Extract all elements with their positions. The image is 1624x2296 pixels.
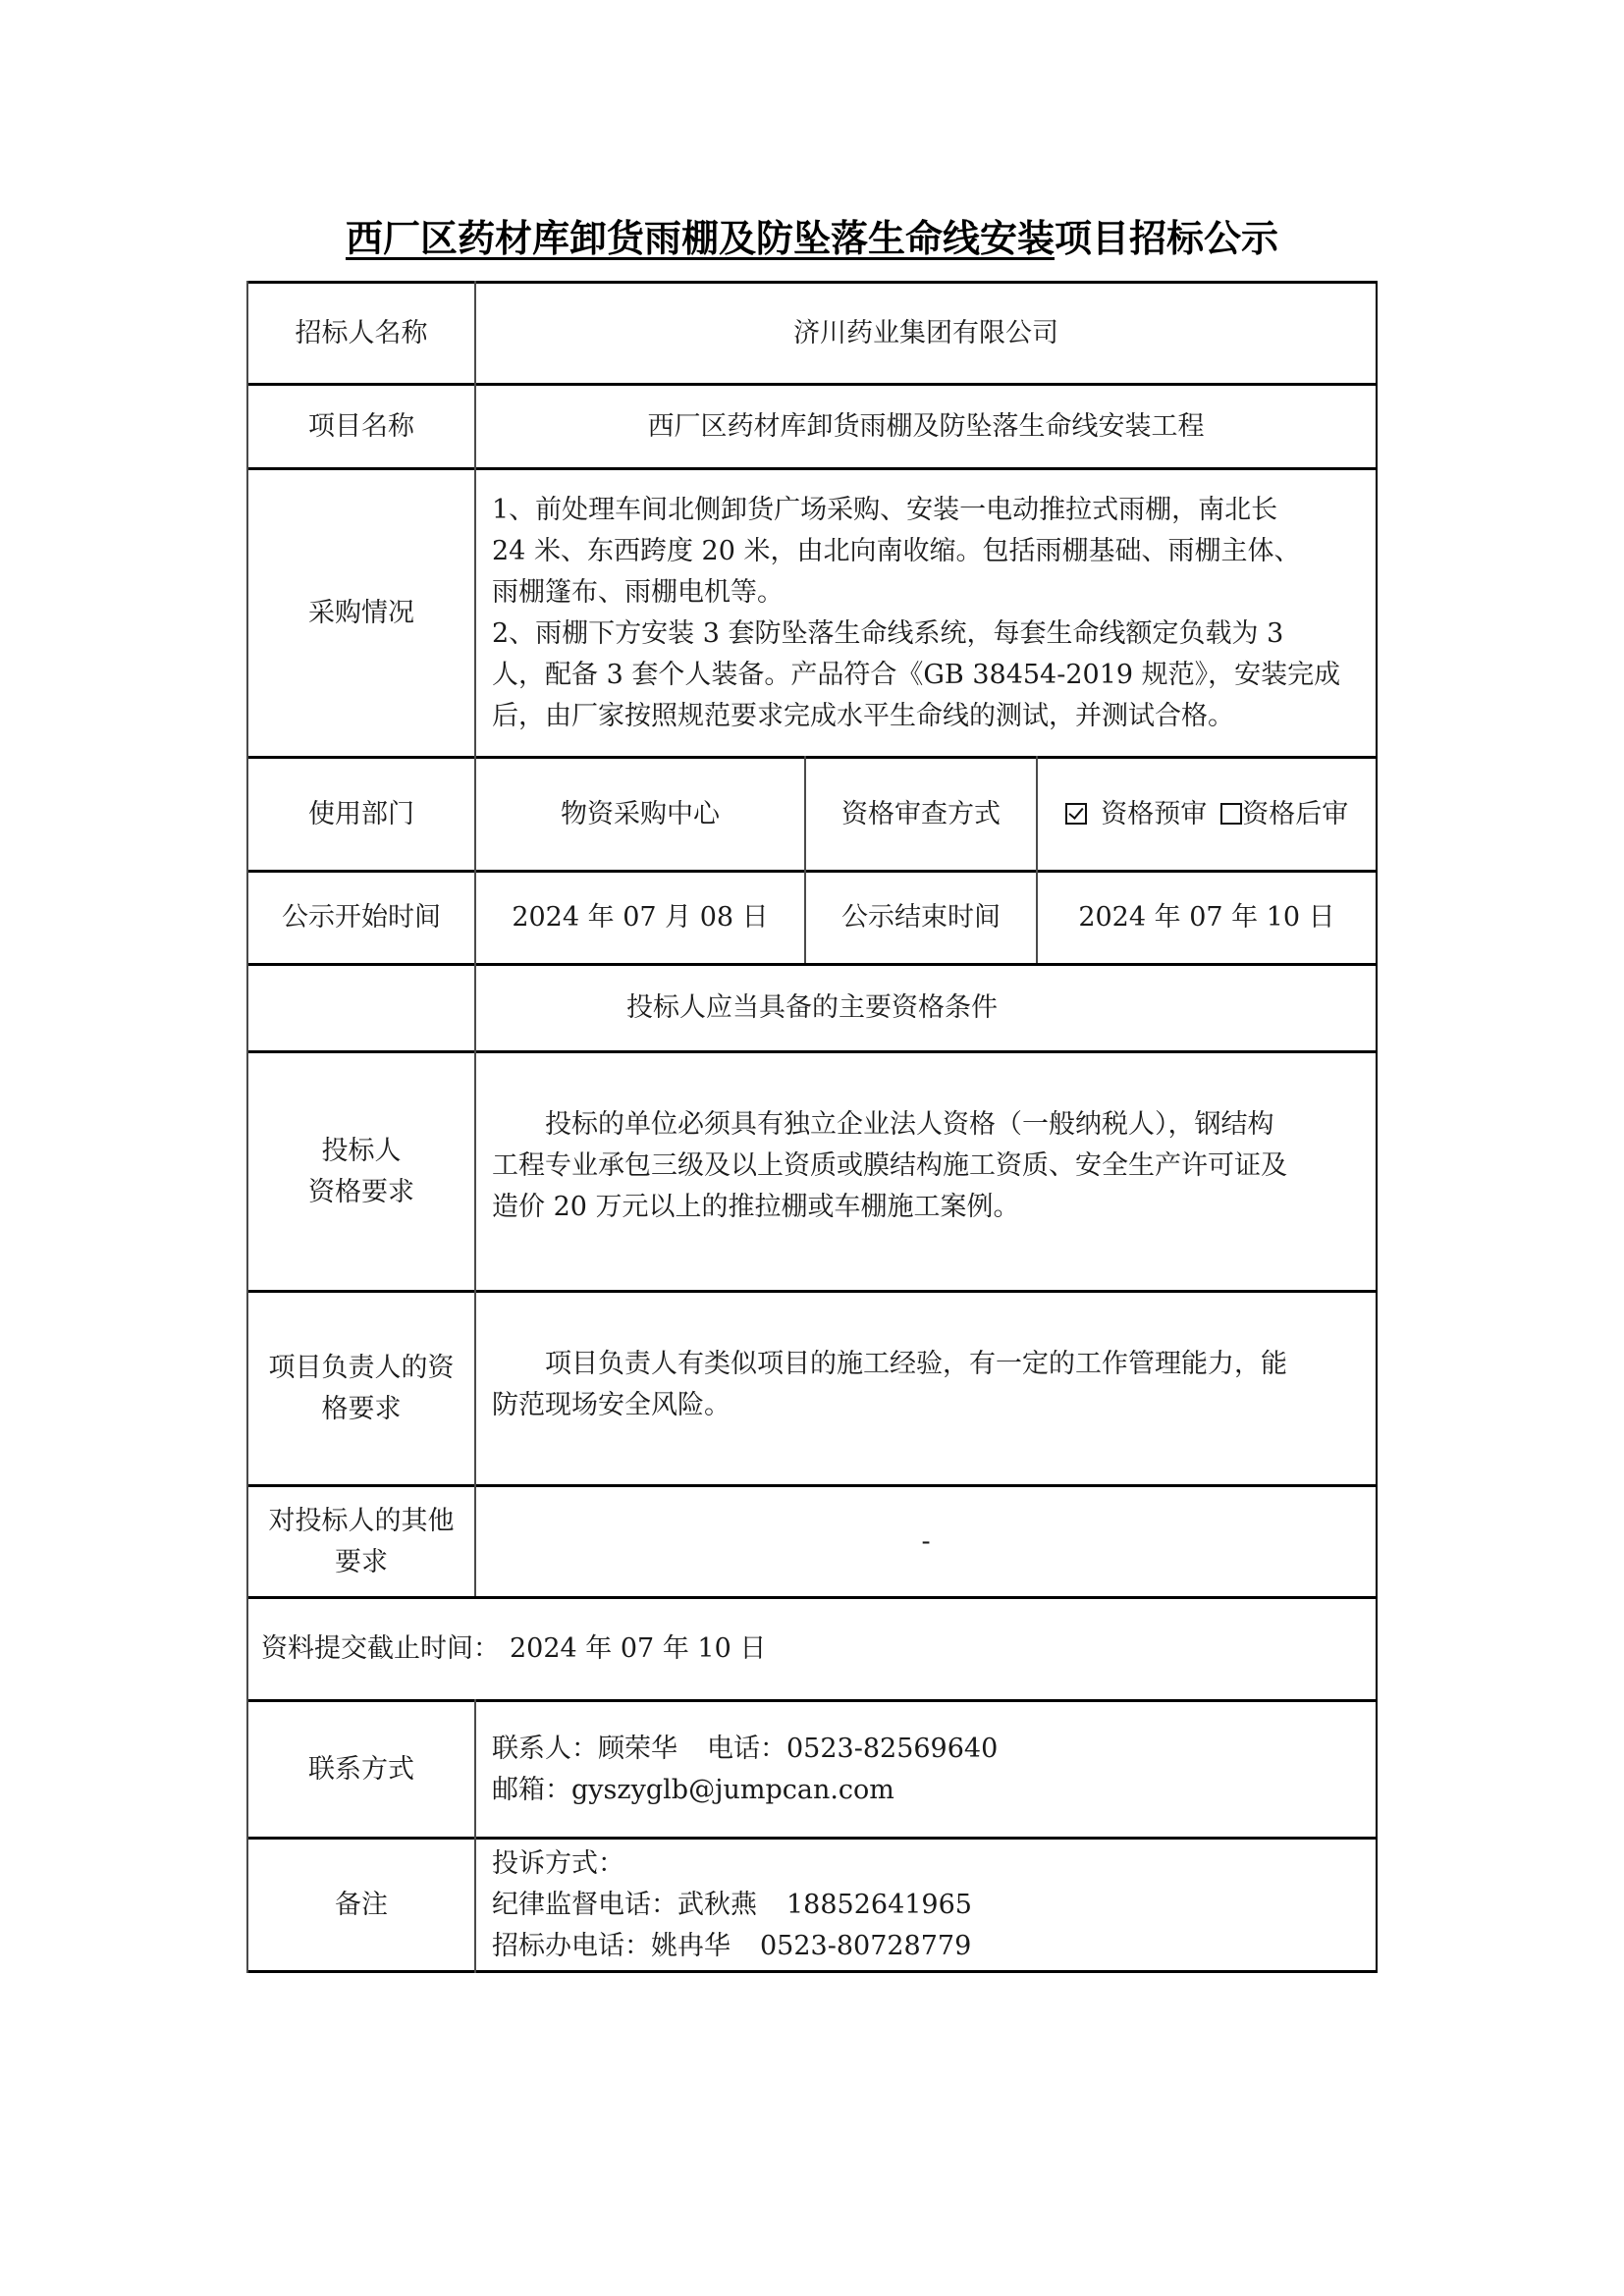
label-line: 格要求: [321, 1393, 402, 1424]
tenderer-value: 济川药业集团有限公司: [793, 317, 1058, 348]
office-phone: 0523-80728779: [760, 1930, 972, 1961]
checkbox-checked-icon[interactable]: [1065, 803, 1087, 825]
contact-person: 顾荣华: [598, 1733, 677, 1764]
title-rest: 项目招标公示: [1055, 217, 1279, 260]
procurement-line: 后，由厂家按照规范要求完成水平生命线的测试，并测试合格。: [492, 700, 1234, 731]
remarks-text: [492, 1843, 1362, 1967]
start-date-value: 2024 年 07 月 08 日: [512, 902, 769, 933]
project-label: 项目名称: [308, 410, 414, 442]
contact-phone: 0523-82569640: [786, 1733, 999, 1764]
bidder-qual-value: [476, 1053, 1376, 1290]
other-req-label: [248, 1487, 474, 1596]
contact-text: [492, 1729, 1362, 1811]
contact-person-line: [492, 1729, 1362, 1770]
office-label: 招标办电话：: [492, 1930, 651, 1961]
qual-line: 投标的单位必须具有独立企业法人资格（一般纳税人），钢结构: [545, 1109, 1274, 1140]
label-line: 对投标人的其他: [268, 1505, 455, 1536]
bidder-qual-text: [492, 1104, 1362, 1228]
checkbox-unchecked-icon[interactable]: [1220, 803, 1242, 825]
label-line: 投标人: [321, 1135, 402, 1166]
section-header: 投标人应当具备的主要资格条件: [626, 992, 998, 1023]
end-date-value: 2024 年 07 年 10 日: [1078, 902, 1335, 933]
qual-line: 项目负责人有类似项目的施工经验，有一定的工作管理能力，能: [545, 1349, 1287, 1379]
department-value: 物资采购中心: [561, 798, 720, 829]
table-border-bottom: [246, 1970, 1378, 1973]
procurement-line: 雨棚篷布、雨棚电机等。: [492, 576, 784, 608]
tenderer-label: 招标人名称: [295, 317, 428, 348]
option-prequalification[interactable]: [1065, 794, 1208, 835]
label-line: 资格要求: [308, 1176, 414, 1207]
manager-qual-label-text: [269, 1348, 455, 1430]
office-line: [492, 1926, 1362, 1967]
qual-line: 造价 20 万元以上的推拉棚或车棚施工案例。: [492, 1192, 1020, 1222]
procurement-text: [492, 490, 1362, 737]
review-method-options: [1038, 759, 1376, 870]
contact-email-line: [492, 1770, 1362, 1811]
department-label: 使用部门: [308, 798, 414, 829]
end-date-label: 公示结束时间: [841, 902, 1001, 933]
other-req-label-text: [269, 1501, 455, 1583]
review-method-label: 资格审查方式: [841, 798, 1001, 829]
option-postqualification[interactable]: [1220, 794, 1348, 835]
project-value: 西厂区药材库卸货雨棚及防坠落生命线安装工程: [647, 410, 1205, 442]
discipline-phone: 18852641965: [786, 1889, 972, 1920]
title-underlined: 西厂区药材库卸货雨棚及防坠落生命线安装: [345, 217, 1055, 260]
contact-details: [476, 1702, 1376, 1837]
manager-qual-label: [248, 1293, 474, 1484]
office-name: 姚冉华: [651, 1930, 731, 1961]
table-border-right: [1376, 281, 1378, 1973]
remarks-label: 备注: [335, 1889, 388, 1920]
label-line: 项目负责人的资: [268, 1352, 455, 1383]
discipline-label: 纪律监督电话：: [492, 1889, 677, 1920]
option-label: 资格后审: [1242, 798, 1349, 829]
procurement-line: 2、雨棚下方安装 3 套防坠落生命线系统，每套生命线额定负载为 3: [492, 617, 1284, 649]
manager-qual-value: [476, 1293, 1376, 1484]
qual-line: 防范现场安全风险。: [492, 1390, 731, 1420]
contact-phone-label: 电话：: [707, 1733, 786, 1764]
tender-table: [246, 281, 1378, 1973]
procurement-label: 采购情况: [308, 597, 414, 628]
procurement-line: 1、前处理车间北侧卸货广场采购、安装一电动推拉式雨棚，南北长: [492, 494, 1278, 525]
page-title: [0, 214, 1624, 263]
procurement-line: 人，配备 3 套个人装备。产品符合《GB 38454-2019 规范》，安装完成: [492, 659, 1341, 690]
discipline-line: [492, 1885, 1362, 1926]
remarks-heading: 投诉方式：: [492, 1847, 624, 1879]
other-req-value: -: [921, 1525, 931, 1557]
deadline-label: 资料提交截止时间：: [261, 1633, 500, 1664]
qual-line: 工程专业承包三级及以上资质或膜结构施工资质、安全生产许可证及: [492, 1150, 1287, 1181]
label-line: 要求: [335, 1546, 388, 1577]
remarks-details: [476, 1840, 1376, 1970]
procurement-line: 24 米、东西跨度 20 米，由北向南收缩。包括雨棚基础、雨棚主体、: [492, 535, 1301, 566]
start-date-label: 公示开始时间: [282, 902, 441, 933]
deadline-row: [248, 1599, 1376, 1699]
procurement-details: [476, 470, 1376, 756]
manager-qual-text: [492, 1344, 1362, 1426]
deadline-value: 2024 年 07 年 10 日: [510, 1633, 767, 1664]
contact-email[interactable]: gyszyglb@jumpcan.com: [571, 1774, 894, 1805]
bidder-qual-label: [248, 1053, 474, 1290]
contact-person-label: 联系人：: [492, 1733, 598, 1764]
option-label: 资格预审: [1101, 798, 1208, 829]
contact-label: 联系方式: [308, 1753, 414, 1785]
bidder-qual-label-text: [308, 1131, 414, 1213]
contact-email-label: 邮箱：: [492, 1774, 571, 1805]
discipline-name: 武秋燕: [677, 1889, 757, 1920]
